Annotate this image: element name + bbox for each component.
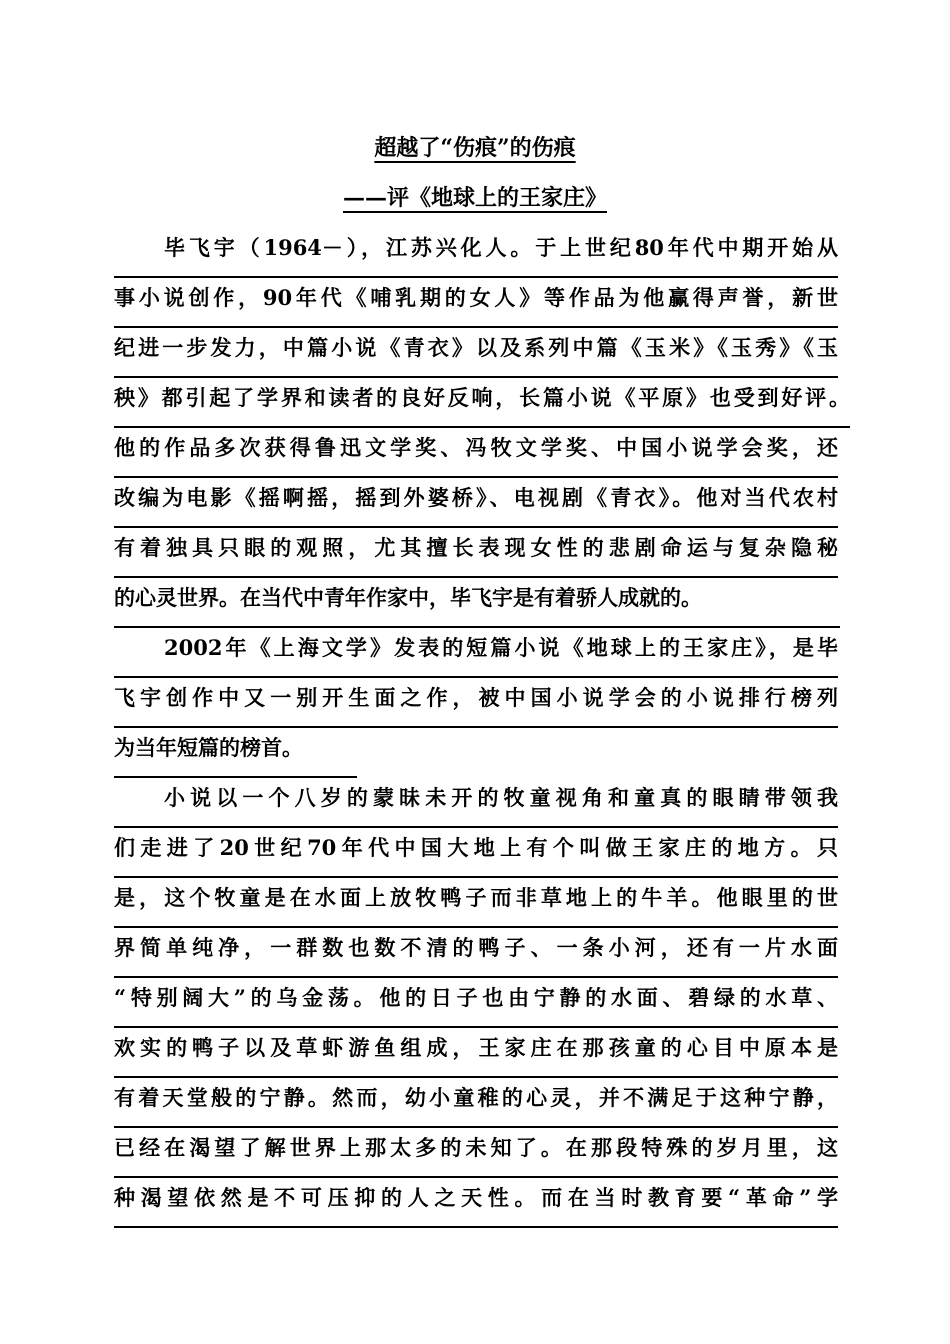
paragraph-1-line-3: 纪进一步发力，中篇小说《青衣》以及系列中篇《玉米》《玉秀》《玉 [114, 328, 838, 378]
paragraph-3-line-2: 们走进了20世纪70年代中国大地上有个叫做王家庄的地方。只 [114, 828, 838, 878]
document-title-text: 超越了“伤痕”的伤痕 [374, 135, 576, 161]
paragraph-1-line-6: 改编为电影《摇啊摇，摇到外婆桥》、电视剧《青衣》。他对当代农村 [114, 478, 838, 528]
paragraph-1-line-1: 毕飞宇（1964－），江苏兴化人。于上世纪80年代中期开始从 [114, 228, 838, 278]
document-subtitle [0, 183, 950, 213]
paragraph-3-line-6: 欢实的鸭子以及草虾游鱼组成，王家庄在那孩童的心目中原本是 [114, 1028, 838, 1078]
paragraph-1-line-5: 他的作品多次获得鲁迅文学奖、冯牧文学奖、中国小说学会奖，还 [114, 428, 838, 478]
paragraph-1-line-8: 的心灵世界。在当代中青年作家中，毕飞宇是有着骄人成就的。 [114, 578, 840, 628]
document-subtitle-text: ——评《地球上的王家庄》 [342, 185, 607, 211]
paragraph-1-line-2: 事小说创作，90年代《哺乳期的女人》等作品为他赢得声誉，新世 [114, 278, 838, 328]
paragraph-3-line-7: 有着天堂般的宁静。然而，幼小童稚的心灵，并不满足于这种宁静， [114, 1078, 838, 1128]
paragraph-2-line-1: 2002年《上海文学》发表的短篇小说《地球上的王家庄》，是毕 [114, 628, 838, 678]
paragraph-1-line-4: 秧》都引起了学界和读者的良好反响，长篇小说《平原》也受到好评。 [114, 378, 850, 428]
paragraph-3-line-8: 已经在渴望了解世界上那太多的未知了。在那段特殊的岁月里，这 [114, 1128, 838, 1178]
paragraph-3-line-1: 小说以一个八岁的蒙昧未开的牧童视角和童真的眼睛带领我 [114, 778, 838, 828]
paragraph-3-line-4: 界简单纯净，一群数也数不清的鸭子、一条小河，还有一片水面 [114, 928, 838, 978]
document-body [114, 228, 850, 1228]
paragraph-2-line-2: 飞宇创作中又一别开生面之作，被中国小说学会的小说排行榜列 [114, 678, 838, 728]
paragraph-2-line-3: 为当年短篇的榜首。 [114, 728, 357, 778]
paragraph-3-line-9: 种渴望依然是不可压抑的人之天性。而在当时教育要“革命”学 [114, 1178, 838, 1228]
paragraph-3-line-3: 是，这个牧童是在水面上放牧鸭子而非草地上的牛羊。他眼里的世 [114, 878, 838, 928]
paragraph-3-line-5: “特别阔大”的乌金荡。他的日子也由宁静的水面、碧绿的水草、 [114, 978, 838, 1028]
document-title [0, 133, 950, 163]
paragraph-1-line-7: 有着独具只眼的观照，尤其擅长表现女性的悲剧命运与复杂隐秘 [114, 528, 838, 578]
